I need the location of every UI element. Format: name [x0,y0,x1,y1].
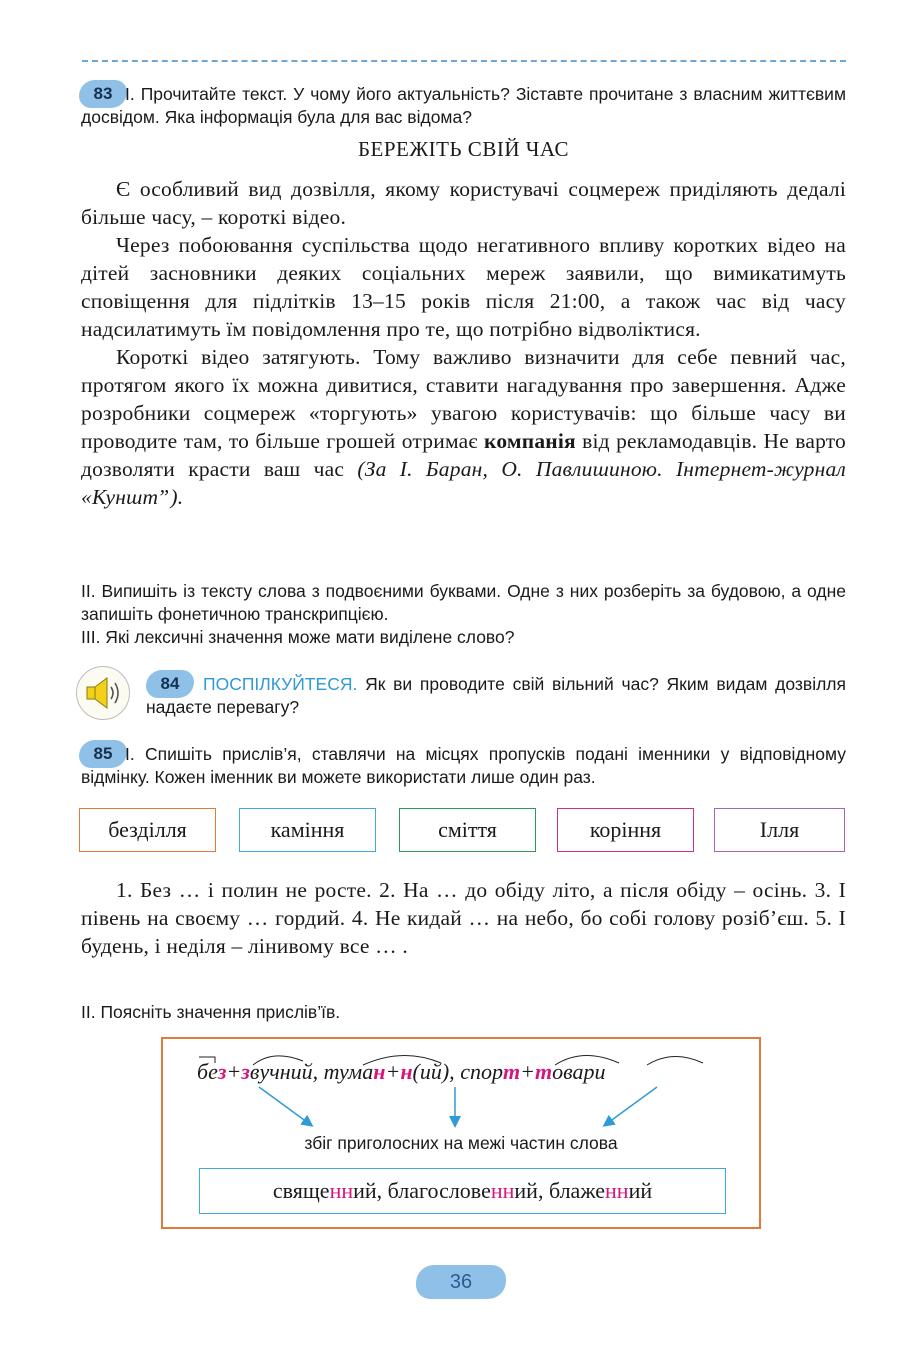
paragraph-3: Короткі відео затягують. Тому важливо визначити для себе певний час, протягом якого їх можна дивитися, ставити нагадування про завершення. Адже розробники соцмереж «торгують» увагою користувачів: що більше часу ви проводите там, то більше грошей отримає компанія від рекламодавців. Не варто дозволяти красти ваш час (За І. Баран, О. Павлишиною. Інтернет-журнал «Кунштˮ). [81,345,846,509]
example-word: туман [323,1059,386,1084]
task-85-question-2: ІІ. Поясніть значення прислів’їв. [81,1002,341,1022]
exercise-number-badge: 85 [79,740,127,768]
top-dashed-divider [82,60,846,62]
word-box: каміння [239,808,376,852]
example-word: без [197,1059,227,1084]
task-85-instruction: І. Спишіть прислів’я, ставлячи на місцях пропусків подані іменники у відповідному відмінку. Кожен іменник ви можете використати лише один раз. [81,744,846,787]
word-box: безділля [79,808,216,852]
page-number: 36 [416,1265,506,1299]
task-83-question-2: ІІ. Випишіть із тексту слова з подвоєними буквами. Одне з них розберіть за будовою, а одне запишіть фонетичною транскрипцією. [81,581,846,624]
double-n-examples: священний, благословенний, блаженний [199,1168,726,1214]
task-83-question-3: ІІІ. Які лексичні значення може мати виділене слово? [81,627,515,647]
task-84-lead: ПОСПІЛКУЙТЕСЯ. [203,674,358,694]
exercise-number-badge: 84 [146,670,194,698]
morpheme-examples: без+звучний, туман+н(ий), спорт+товари [197,1059,606,1084]
task-83-instruction: І. Прочитайте текст. У чому його актуальність? Зіставте прочитане з власним життєвим досвідом. Яка інформація була для вас відома? [81,84,846,127]
speaker-icon [76,666,130,720]
reading-text [81,175,846,511]
example-word: спорт [460,1059,521,1084]
rule-caption: збіг приголосних на межі частин слова [304,1133,618,1153]
word-box: коріння [557,808,694,852]
highlighted-word: компанія [484,429,576,453]
word-box: сміття [399,808,536,852]
text-source: (За І. Баран, О. Павлишиною. Інтернет-журнал «Кунштˮ). [81,457,846,509]
rule-box [161,1037,761,1229]
paragraph-1: Є особливий вид дозвілля, якому користувачі соцмереж приділяють дедалі більше часу, – короткі відео. [81,177,846,229]
word-box: Ілля [714,808,845,852]
paragraph-2: Через побоювання суспільства щодо негативного впливу коротких відео на дітей засновники деяких соціальних мереж заявили, що вимикатимуть сповіщення для підлітків 13–15 років після 21:00, а також час від часу надсилатимуть їм повідомлення про те, що потрібно відволіктися. [81,233,846,341]
text-title: БЕРЕЖІТЬ СВІЙ ЧАС [357,137,570,161]
task-84-text: ПОСПІЛКУЙТЕСЯ. Як ви проводите свій вільний час? Яким видам дозвілля надаєте перевагу? [146,674,846,717]
exercise-number-badge: 83 [79,80,127,108]
proverbs-text: 1. Без … і полин не росте. 2. На … до обіду літо, а після обіду – осінь. 3. І півень на своєму … гордий. 4. Не кидай … на небо, бо собі голову розіб’єш. 5. І будень, і неділя – лінивому все … . [81,878,846,958]
